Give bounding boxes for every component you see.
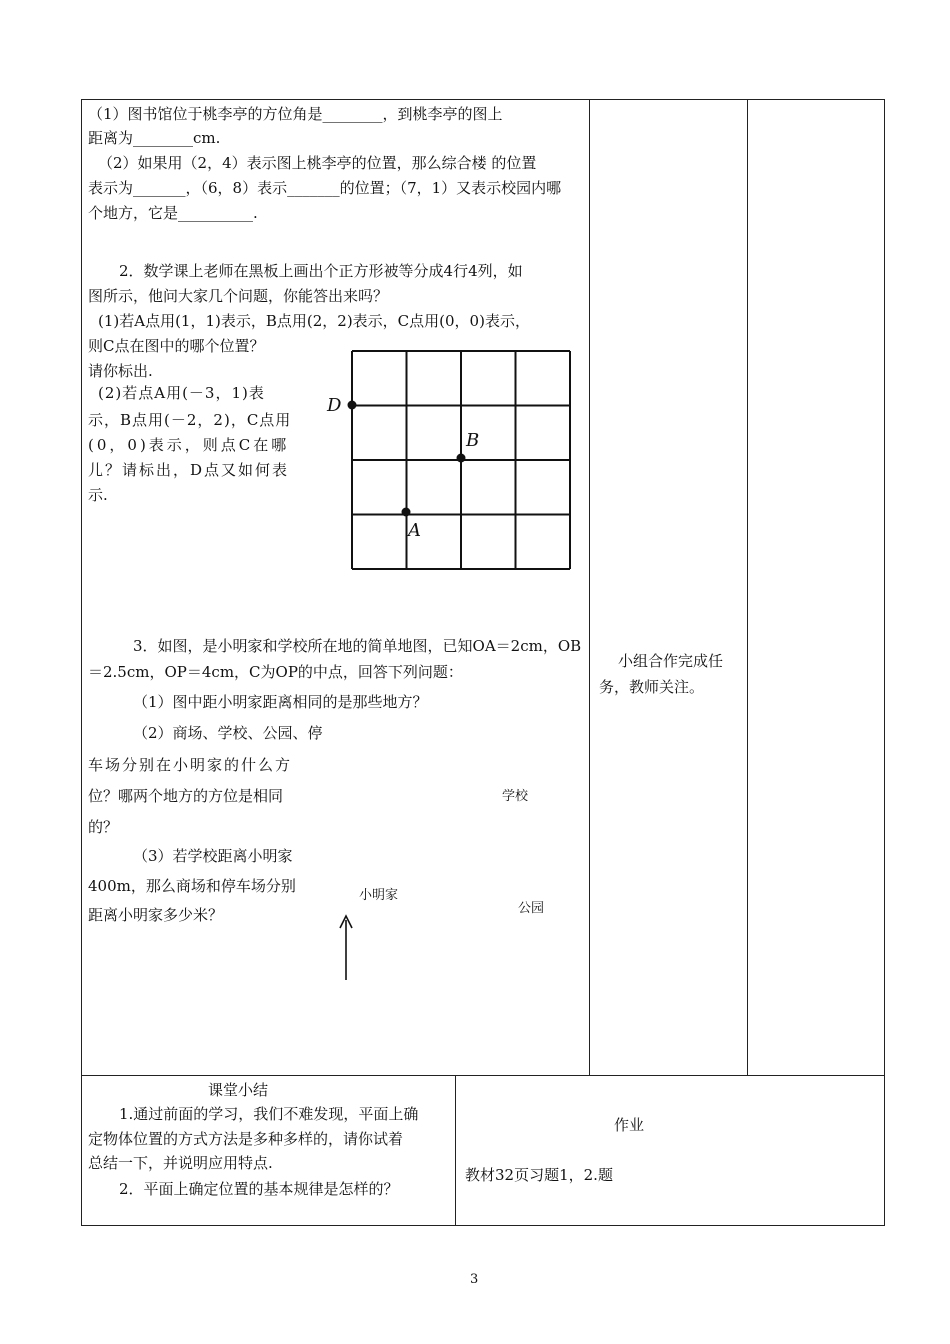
q3-line2: ＝2.5cm，OP＝4cm，C为OP的中点，回答下列问题： xyxy=(88,663,463,681)
q1-part1-line2: 距离为________cm. xyxy=(88,129,221,147)
label-a: A xyxy=(408,520,421,541)
summary-item1-line3: 总结一下，并说明应用特点. xyxy=(88,1154,273,1172)
point-d xyxy=(348,401,357,410)
q3-sub2-line1: （2）商场、学校、公园、停 xyxy=(133,724,323,742)
summary-title: 课堂小结 xyxy=(208,1081,269,1099)
homework-title: 作业 xyxy=(614,1116,645,1134)
q2-sub2-line5: 示. xyxy=(88,486,108,504)
q3-sub2-line4: 的？ xyxy=(88,818,119,836)
label-b: B xyxy=(466,430,480,451)
point-a xyxy=(402,508,411,517)
north-arrow-icon xyxy=(336,914,356,982)
q1-part2-line3: 个地方，它是__________. xyxy=(88,204,258,222)
q3-sub1: （1）图中距小明家距离相同的是那些地方？ xyxy=(133,693,428,711)
point-b xyxy=(457,454,466,463)
map-label-school: 学校 xyxy=(502,789,529,804)
q2-line1: 2．数学课上老师在黑板上画出个正方形被等分成4行4列，如 xyxy=(119,262,523,280)
q3-sub3-line3: 距离小明家多少米？ xyxy=(88,906,224,924)
summary-item2: 2．平面上确定位置的基本规律是怎样的？ xyxy=(119,1180,399,1198)
page-number: 3 xyxy=(470,1272,479,1287)
map-label-park: 公园 xyxy=(518,901,545,916)
q3-sub2-line3: 位？哪两个地方的方位是相同 xyxy=(88,787,284,805)
q2-sub2-line2: 示，B点用(－2，2)，C点用 xyxy=(88,411,292,429)
activity-line1: 小组合作完成任 xyxy=(618,652,724,670)
q2-sub1-line2: 则C点在图中的哪个位置？ xyxy=(88,337,265,355)
homework-content: 教材32页习题1，2.题 xyxy=(465,1166,613,1184)
map-label-home: 小明家 xyxy=(359,888,399,903)
q3-sub3-line1: （3）若学校距离小明家 xyxy=(133,847,293,865)
q2-sub1-line1: (1)若A点用(1，1)表示，B点用(2，2)表示，C点用(0，0)表示， xyxy=(98,312,530,330)
activity-line2: 务，教师关注。 xyxy=(599,678,705,696)
q2-sub2-line3: (0，0)表示，则点C在哪 xyxy=(88,436,290,454)
coordinate-grid-figure xyxy=(320,342,590,578)
summary-item1-line1: 1.通过前面的学习，我们不难发现，平面上确 xyxy=(119,1105,419,1123)
summary-item1-line2: 定物体位置的方式方法是多种多样的，请你试着 xyxy=(88,1130,404,1148)
q3-line1: 3．如图，是小明家和学校所在地的简单地图，已知OA＝2cm，OB xyxy=(133,637,582,655)
q2-line2: 图所示，他问大家几个问题，你能答出来吗？ xyxy=(88,287,389,305)
label-d: D xyxy=(327,395,342,416)
q3-sub3-line2: 400m，那么商场和停车场分别 xyxy=(88,877,296,895)
q2-sub2-line1: (2)若点A用(－3，1)表 xyxy=(98,384,265,402)
q1-part2-line1: （2）如果用（2，4）表示图上桃李亭的位置，那么综合楼 的位置 xyxy=(98,154,537,172)
q1-part2-line2: 表示为_______，（6，8）表示_______的位置；（7，1）又表示校园内哪 xyxy=(88,179,562,197)
q1-part1-line1: （1）图书馆位于桃李亭的方位角是________，到桃李亭的图上 xyxy=(88,105,503,123)
q2-sub1-line3: 请你标出. xyxy=(88,362,153,380)
q3-sub2-line2: 车场分别在小明家的什么方 xyxy=(88,756,293,774)
q2-sub2-line4: 儿？请标出，D点又如何表 xyxy=(88,461,290,479)
